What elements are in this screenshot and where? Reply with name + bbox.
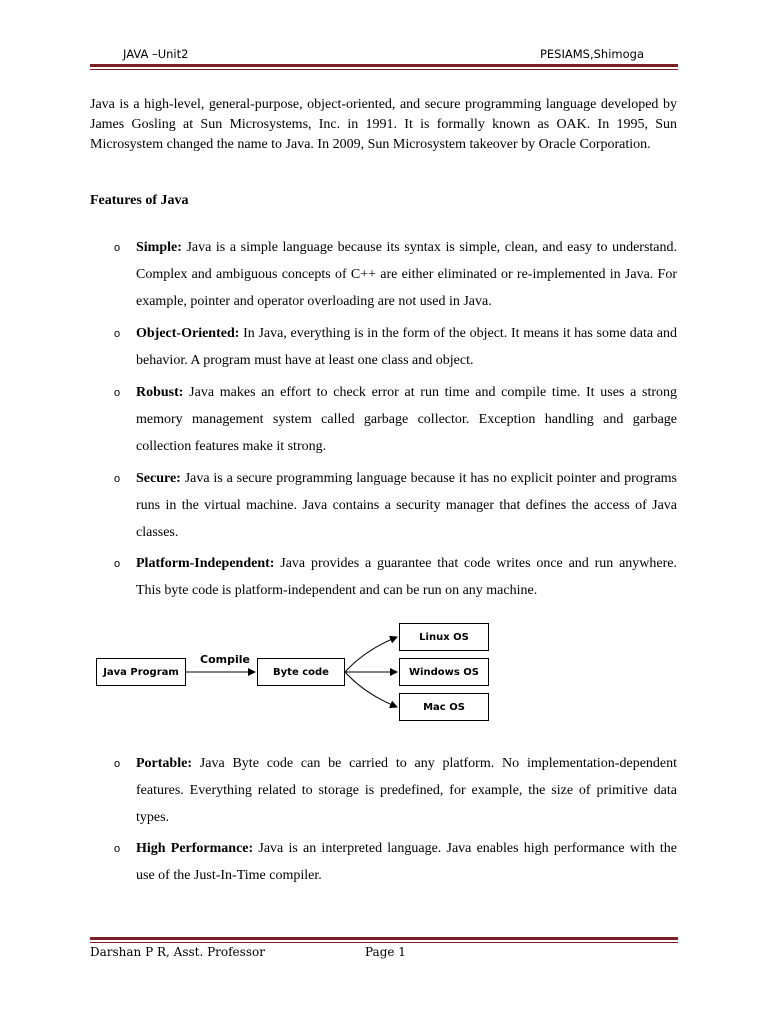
- footer-rule: [90, 937, 678, 943]
- header-left-text: JAVA –Unit2: [123, 47, 189, 61]
- feature-title: Secure:: [136, 471, 181, 486]
- feature-title: High Performance:: [136, 841, 254, 856]
- mac-os-box: Mac OS: [399, 693, 489, 721]
- footer-author: Darshan P R, Asst. Professor: [90, 945, 265, 959]
- features-heading: Features of Java: [90, 193, 189, 208]
- compile-label: Compile: [200, 653, 250, 666]
- feature-text: Java is a secure programming language because it has no explicit pointer and programs runs in the virtual machine. Java contains a security manager that defines the access of Java classes.: [136, 471, 677, 540]
- java-program-box: Java Program: [96, 658, 186, 686]
- bullet-marker: o: [114, 473, 121, 485]
- linux-os-box: Linux OS: [399, 623, 489, 651]
- header-right-text: PESIAMS,Shimoga: [539, 47, 644, 61]
- feature-text: In Java, everything is in the form of the object. It means it has some data and behavior. A program must have at least one class and object.: [136, 326, 677, 368]
- feature-title: Portable:: [136, 756, 192, 771]
- feature-text: Java is a simple language because its syntax is simple, clean, and easy to understand. Complex and ambiguous concepts of C++ are either eliminated or re-implemented in Java. For example, pointer and operator overloading are not used in Java.: [136, 240, 677, 309]
- feature-title: Platform-Independent:: [136, 556, 275, 571]
- feature-text: Java provides a guarantee that code writes once and run anywhere. This byte code is platform-independent and can be run on any machine.: [136, 556, 677, 598]
- intro-paragraph: Java is a high-level, general-purpose, object-oriented, and secure programming language developed by James Gosling at Sun Microsystems, Inc. in 1991. It is formally known as OAK. In 1995, Sun Microsystem changed the name to Java. In 2009, Sun Microsystem takeover by Oracle Corporation.: [90, 97, 677, 152]
- bullet-marker: o: [114, 758, 121, 770]
- feature-title: Object-Oriented:: [136, 326, 240, 341]
- bullet-marker: o: [114, 328, 121, 340]
- feature-text: Java Byte code can be carried to any platform. No implementation-dependent features. Everything related to storage is predefined, for example, the size of primitive data types.: [136, 756, 678, 825]
- arrow-to-mac: [345, 672, 397, 707]
- arrow-to-linux: [345, 637, 397, 672]
- bullet-marker: o: [114, 242, 121, 254]
- feature-text: Java makes an effort to check error at run time and compile time. It uses a strong memory management system called garbage collector. Exception handling and garbage collection features make it strong.: [136, 385, 677, 454]
- feature-title: Simple:: [136, 240, 182, 255]
- feature-title: Robust:: [136, 385, 184, 400]
- bullet-marker: o: [114, 843, 121, 855]
- windows-os-box: Windows OS: [399, 658, 489, 686]
- bullet-marker: o: [114, 387, 121, 399]
- bullet-marker: o: [114, 558, 121, 570]
- feature-portable: [136, 750, 677, 831]
- feature-high-performance: [136, 835, 677, 889]
- feature-text: Java is an interpreted language. Java enables high performance with the use of the Just-In-Time compiler.: [136, 841, 677, 883]
- footer-page-number: Page 1: [365, 945, 406, 959]
- byte-code-box: Byte code: [257, 658, 345, 686]
